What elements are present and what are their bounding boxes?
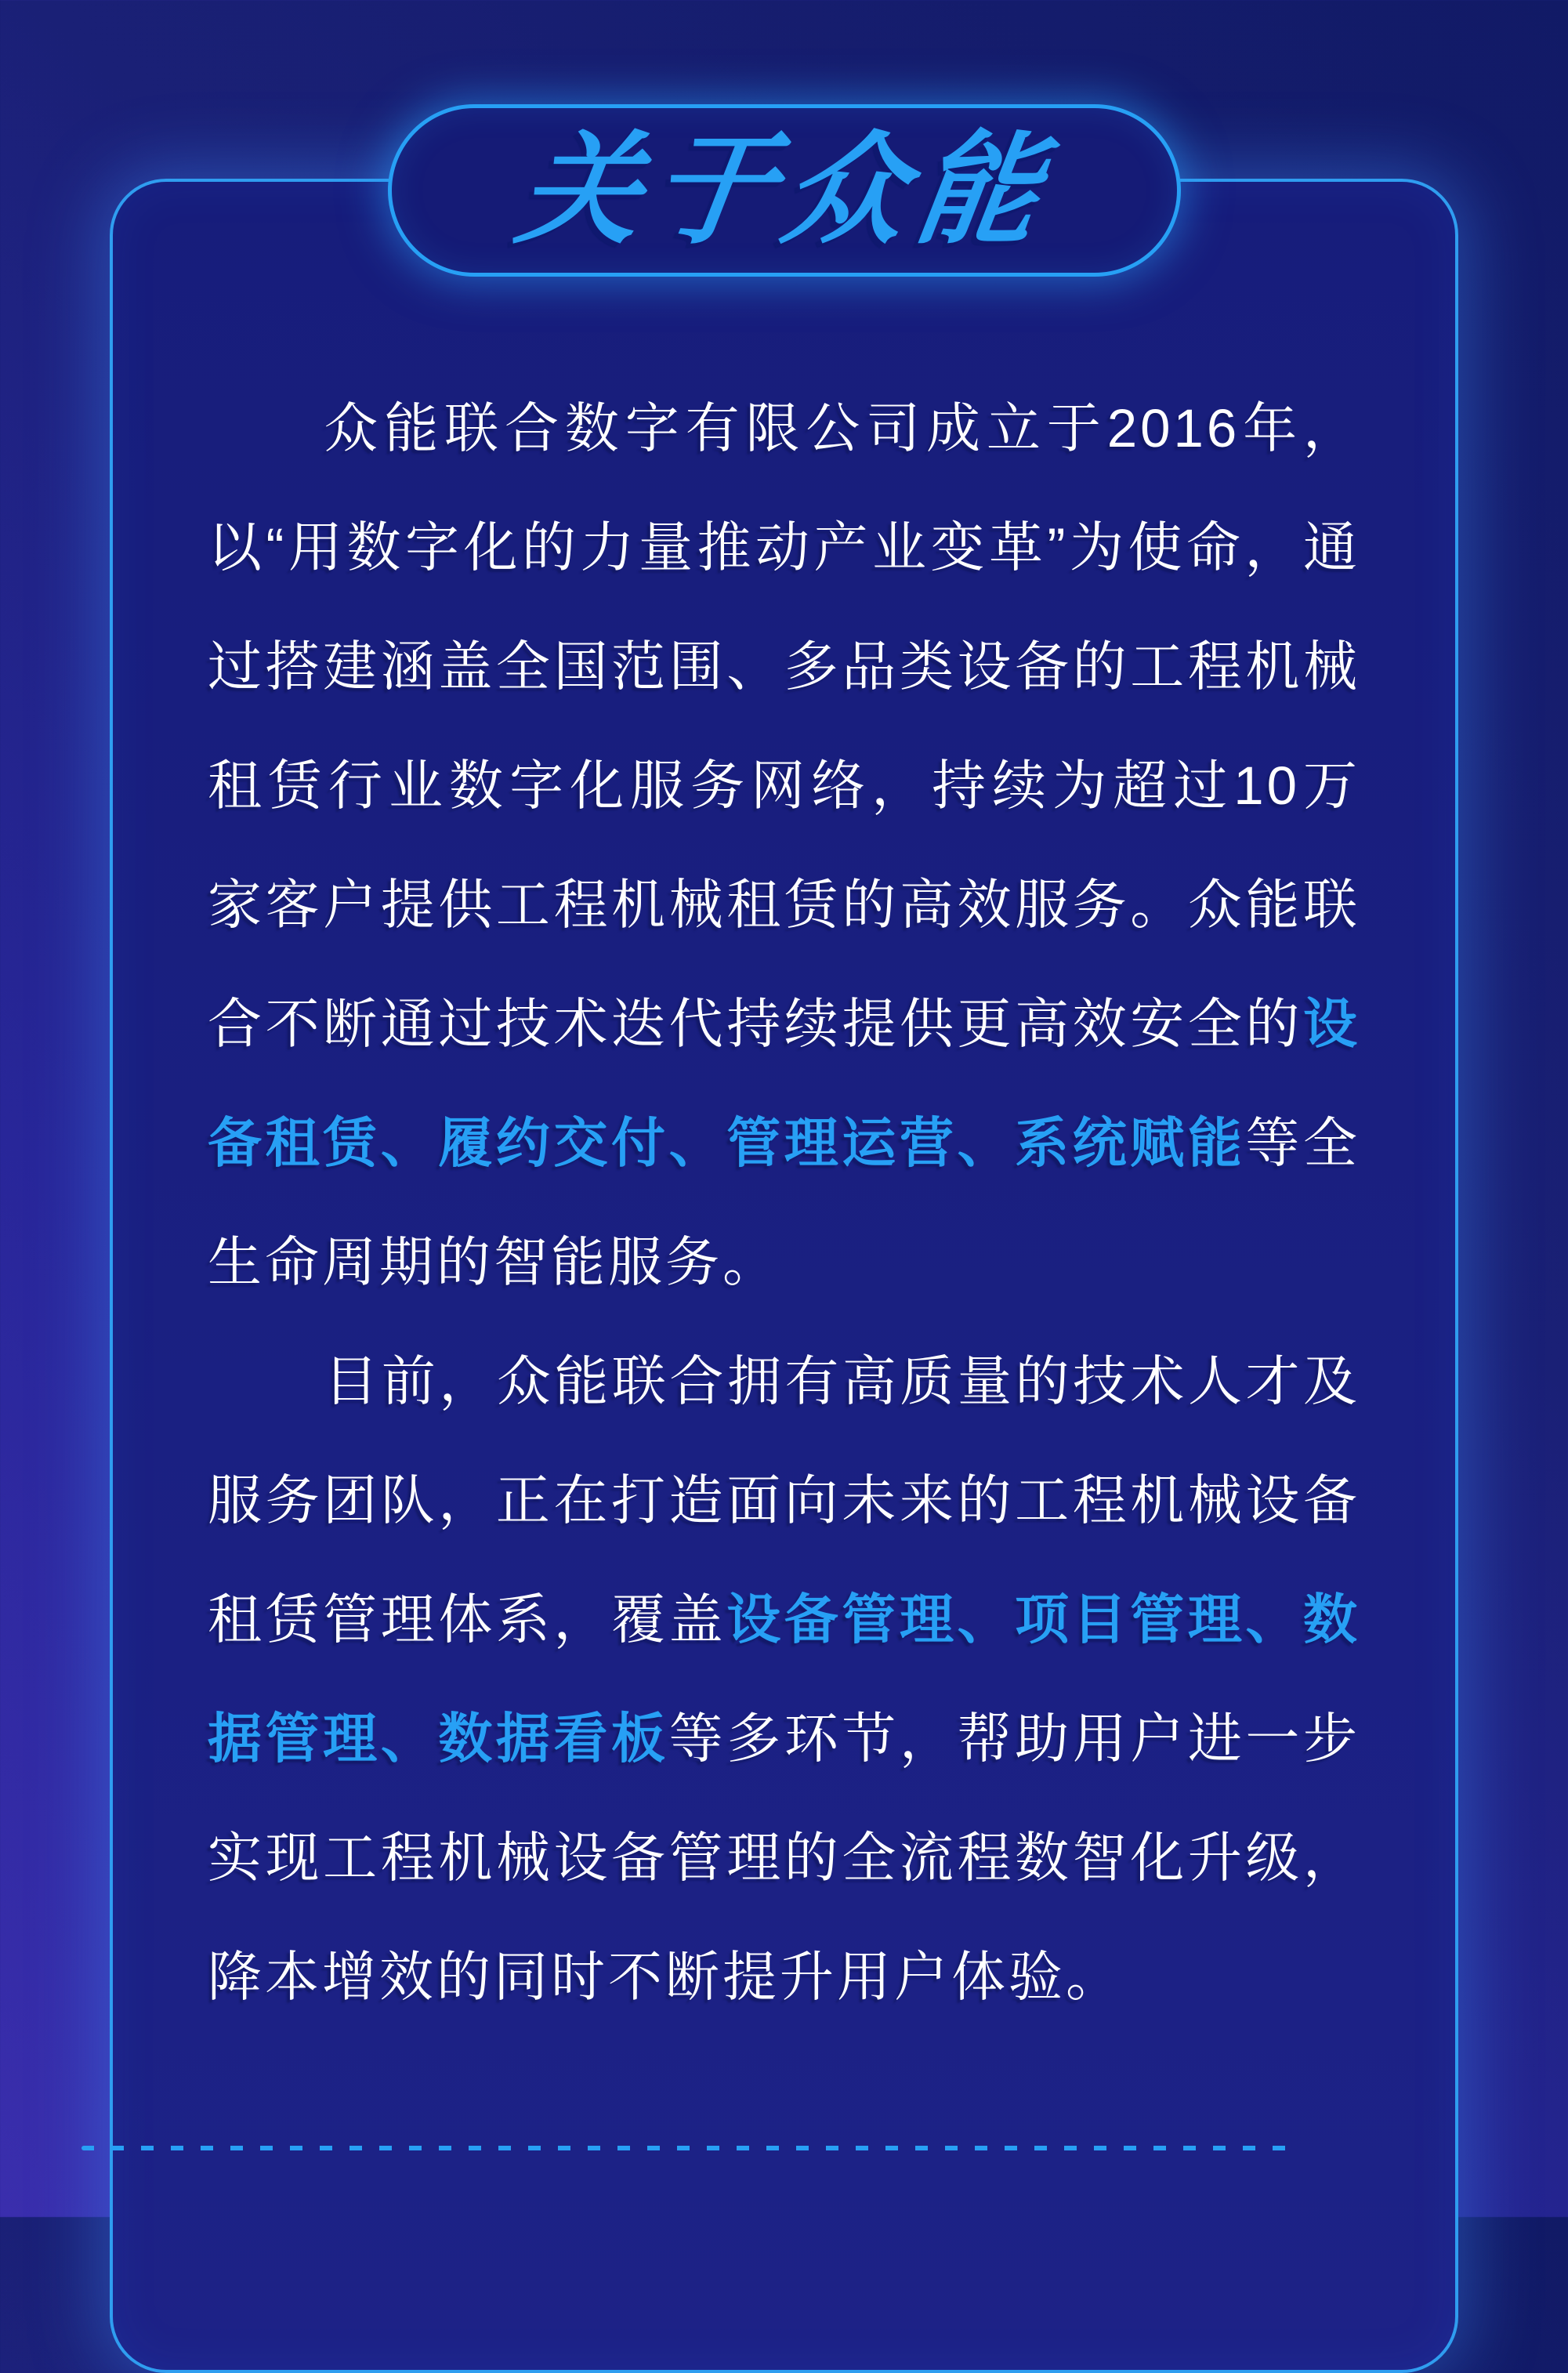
body-text: 众能联合数字有限公司成立于2016年，以“用数字化的力量推动产业变革”为使命，通过搭建涵盖全国范围、多品类设备的工程机械租赁行业数字化服务网络，持续为超过10万家客户提供工程机械租赁的高效服务。众能联合不断通过技术迭代持续提供更高效安全的 xyxy=(208,398,1360,1054)
dashed-divider xyxy=(81,2146,1296,2150)
body-text: 等全生命周期的智能服务。 xyxy=(208,1113,1361,1292)
section-title-badge xyxy=(388,104,1181,277)
about-panel xyxy=(110,122,1458,2373)
highlight-phrase: 设备管理、项目管理、数据管理、数据看板 xyxy=(208,1589,1361,1769)
body-text: 目前，众能联合拥有高质量的技术人才及服务团队，正在打造面向未来的工程机械设备租赁管理体系，覆盖 xyxy=(208,1351,1360,1650)
body-text: 等多环节，帮助用户进一步实现工程机械设备管理的全流程数智化升级，降本增效的同时不断提升用户体验。 xyxy=(208,1708,1361,2007)
about-text xyxy=(113,182,1455,2037)
section-title: 关于众能 xyxy=(509,122,1059,258)
paragraph xyxy=(208,369,1360,1322)
highlight-phrase: 设备租赁、履约交付、管理运营、系统赋能 xyxy=(208,994,1360,1173)
paragraph xyxy=(208,1322,1360,2037)
